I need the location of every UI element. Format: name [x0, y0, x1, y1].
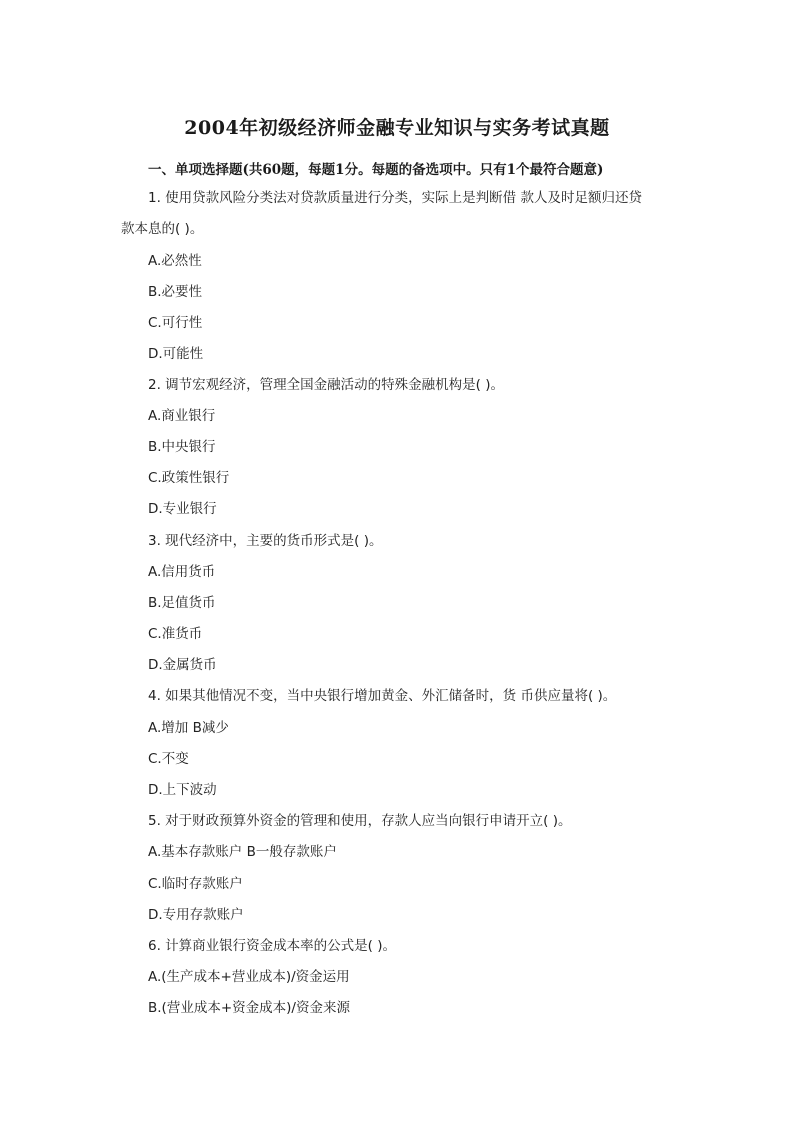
question-4-option-d: D.上下波动 — [148, 782, 217, 798]
question-6-option-a: A.(生产成本+营业成本)/资金运用 — [148, 969, 350, 985]
question-3-option-c: C.准货币 — [148, 626, 203, 642]
question-5-option-ab: A.基本存款账户 B一般存款账户 — [148, 844, 337, 860]
question-2-option-a: A.商业银行 — [148, 408, 216, 424]
question-4-stem: 4. 如果其他情况不变，当中央银行增加黄金、外汇储备时，货 币供应量将( )。 — [148, 688, 617, 704]
question-5-option-c: C.临时存款账户 — [148, 876, 243, 892]
question-1-option-c: C.可行性 — [148, 315, 203, 331]
section-heading: 一、单项选择题(共60题，每题1分。每题的备选项中。只有1个最符合题意) — [148, 162, 604, 178]
question-1-option-b: B.必要性 — [148, 284, 203, 300]
question-3-option-b: B.足值货币 — [148, 595, 216, 611]
question-2-option-d: D.专业银行 — [148, 501, 217, 517]
question-4-option-ab: A.增加 B减少 — [148, 720, 229, 736]
question-5-option-d: D.专用存款账户 — [148, 907, 244, 923]
question-3-stem: 3. 现代经济中，主要的货币形式是( )。 — [148, 533, 383, 549]
question-3-option-d: D.金属货币 — [148, 657, 217, 673]
question-2-stem: 2. 调节宏观经济，管理全国金融活动的特殊金融机构是( )。 — [148, 377, 504, 393]
question-5-stem: 5. 对于财政预算外资金的管理和使用，存款人应当向银行申请开立( )。 — [148, 813, 572, 829]
question-2-option-b: B.中央银行 — [148, 439, 216, 455]
question-1-stem: 1. 使用贷款风险分类法对贷款质量进行分类，实际上是判断借 款人及时足额归还贷 — [148, 190, 642, 206]
question-3-option-a: A.信用货币 — [148, 564, 216, 580]
question-1-stem-continued: 款本息的( )。 — [121, 221, 204, 237]
question-6-stem: 6. 计算商业银行资金成本率的公式是( )。 — [148, 938, 396, 954]
question-6-option-b: B.(营业成本+资金成本)/资金来源 — [148, 1000, 350, 1016]
question-2-option-c: C.政策性银行 — [148, 470, 230, 486]
question-1-option-d: D.可能性 — [148, 346, 204, 362]
question-1-option-a: A.必然性 — [148, 253, 202, 269]
document-title: 2004年初级经济师金融专业知识与实务考试真题 — [184, 117, 610, 139]
question-4-option-c: C.不变 — [148, 751, 189, 767]
